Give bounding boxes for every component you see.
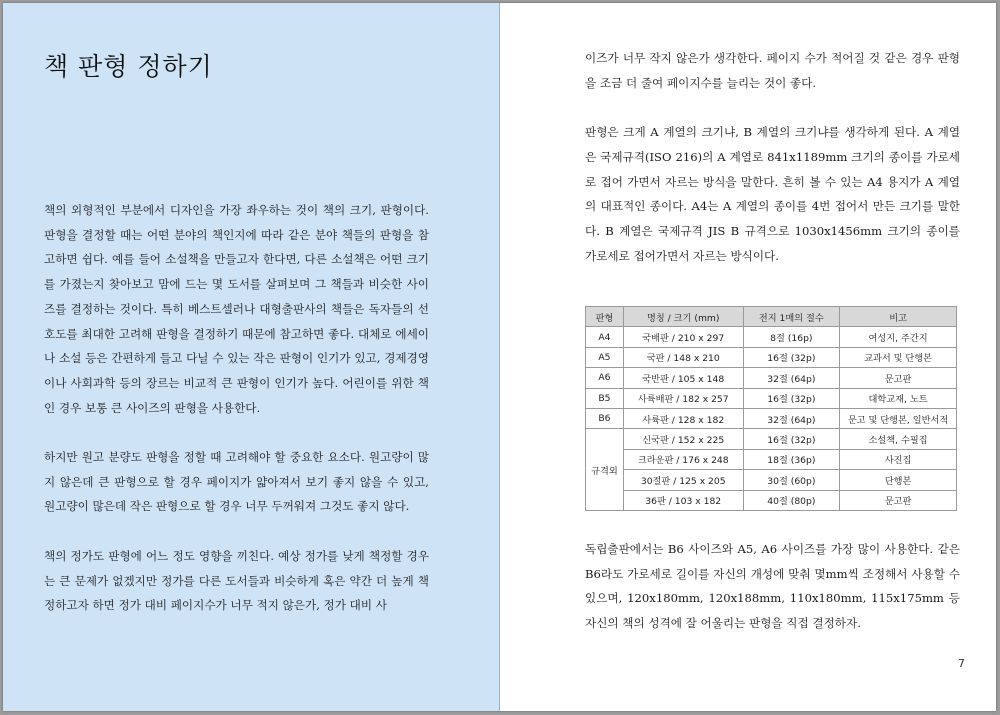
paragraph: 책의 정가도 판형에 어느 정도 영향을 끼친다. 예상 정가를 낮게 책정할 경우는 큰 문제가 없겠지만 정가를 다른 도서들과 비슷하게 혹은 약간 더 높게 책정하고자 하면 정가 대비 페이지수가 너무 적지 않은가, 정가 대비 사: [44, 548, 429, 613]
table-cell: 30절판 / 125 x 205: [623, 470, 743, 490]
table-row: [586, 429, 957, 449]
table-cell: 8절 (16p): [743, 327, 840, 347]
table-cell: 18절 (36p): [743, 449, 840, 469]
table-cell: 대학교재, 노트: [840, 388, 957, 408]
table-cell: A6: [586, 368, 624, 388]
table-cell: B5: [586, 388, 624, 408]
table-cell: 국판 / 148 x 210: [623, 347, 743, 367]
table-cell: 여성지, 주간지: [840, 327, 957, 347]
table-cell: A5: [586, 347, 624, 367]
table-cell: 국반판 / 105 x 148: [623, 368, 743, 388]
table-cell: 문고판: [840, 490, 957, 510]
table-cell: 사륙판 / 128 x 182: [623, 408, 743, 428]
table-row: [586, 327, 957, 347]
left-body-text: [44, 198, 429, 618]
paper-size-table: [585, 306, 957, 511]
table-group-cell: 규격외: [586, 429, 624, 511]
table-row: [586, 368, 957, 388]
table-row: [586, 388, 957, 408]
table-cell: 사륙배판 / 182 x 257: [623, 388, 743, 408]
right-body-text: [585, 46, 960, 268]
table-cell: 32절 (64p): [743, 368, 840, 388]
paragraph: 독립출판에서는 B6 사이즈와 A5, A6 사이즈를 가장 많이 사용한다. 같은 B6라도 가로세로 길이를 자신의 개성에 맞춰 몇mm씩 조정해서 사용할 수 있으며, 120x180mm, 120x188mm, 110x180mm, 115x175mm 등 자신의 책의 성격에 잘 어울리는 판형을 직접 결정하자.: [585, 542, 960, 631]
table-cell: 크라운판 / 176 x 248: [623, 449, 743, 469]
table-cell: 문고판: [840, 368, 957, 388]
table-cell: 교과서 및 단행본: [840, 347, 957, 367]
paragraph: 책의 외형적인 부분에서 디자인을 가장 좌우하는 것이 책의 크기, 판형이다. 판형을 결정할 때는 어떤 분야의 책인지에 따라 같은 분야 책들의 판형을 참고하면 쉽다. 예를 들어 소설책을 만들고자 한다면, 다른 소설책은 어떤 크기를 가졌는지 찾아보고 맘에 드는 몇 도서를 살펴보며 그 책들과 비슷한 사이즈를 결정하는 것이다. 특히 베스트셀러나 대형출판사의 책들은 독자들의 선호도를 최대한 고려해 판형을 결정하기 때문에 참고하면 좋다. 대체로 에세이나 소설 등은 간편하게 들고 다닐 수 있는 작은 판형이 인기가 있고, 경제경영이나 사회과학 등의 장르는 비교적 큰 판형이 인기가 높다. 어린이를 위한 책인 경우 보통 큰 사이즈의 판형을 사용한다.: [44, 203, 429, 415]
table-header: 판형: [586, 307, 624, 327]
table-cell: 16절 (32p): [743, 347, 840, 367]
page-title: 책 판형 정하기: [44, 52, 213, 81]
left-page: [3, 3, 500, 711]
table-header: 비고: [840, 307, 957, 327]
paper-size-table-container: [585, 306, 957, 511]
table-row: [586, 449, 957, 469]
table-cell: B6: [586, 408, 624, 428]
table-row: [586, 408, 957, 428]
table-row: [586, 347, 957, 367]
table-cell: 36판 / 103 x 182: [623, 490, 743, 510]
table-cell: 30절 (60p): [743, 470, 840, 490]
table-cell: 사진집: [840, 449, 957, 469]
table-header: 전지 1매의 절수: [743, 307, 840, 327]
paragraph: 이즈가 너무 작지 않은가 생각한다. 페이지 수가 적어질 것 같은 경우 판형을 조금 더 줄여 페이지수를 늘리는 것이 좋다.: [585, 51, 960, 90]
table-header-row: [586, 307, 957, 327]
table-cell: 신국판 / 152 x 225: [623, 429, 743, 449]
table-cell: 소설책, 수필집: [840, 429, 957, 449]
page-number: 7: [958, 657, 965, 670]
table-cell: 단행본: [840, 470, 957, 490]
table-cell: 40절 (80p): [743, 490, 840, 510]
table-cell: 16절 (32p): [743, 429, 840, 449]
table-cell: 문고 및 단행본, 일반서적: [840, 408, 957, 428]
table-cell: A4: [586, 327, 624, 347]
table-row: [586, 470, 957, 490]
right-bottom-text: [585, 537, 960, 636]
table-row: [586, 490, 957, 510]
table-cell: 국배판 / 210 x 297: [623, 327, 743, 347]
paragraph: 하지만 원고 분량도 판형을 정할 때 고려해야 할 중요한 요소다. 원고량이 많지 않은데 큰 판형으로 할 경우 페이지가 얇아져서 보기 좋지 않을 수 있고, 원고량이 많은데 작은 판형으로 할 경우 너무 두꺼워져 그것도 좋지 않다.: [44, 450, 429, 514]
table-cell: 16절 (32p): [743, 388, 840, 408]
table-cell: 32절 (64p): [743, 408, 840, 428]
paragraph: 판형은 크게 A 계열의 크기냐, B 계열의 크기냐를 생각하게 된다. A 계열은 국제규격(ISO 216)의 A 계열로 841x1189mm 크기의 종이를 가로세로 접어 가면서 자르는 방식을 말한다. 흔히 볼 수 있는 A4 용지가 A 계열의 대표적인 종이다. A4는 A 계열의 종이를 4번 접어서 만든 크기를 말한다. B 계열은 국제규격 JIS B 규격으로 1030x1456mm 크기의 종이를 가로세로 접어가면서 자르는 방식이다.: [585, 125, 960, 263]
table-header: 명칭 / 크기 (mm): [623, 307, 743, 327]
